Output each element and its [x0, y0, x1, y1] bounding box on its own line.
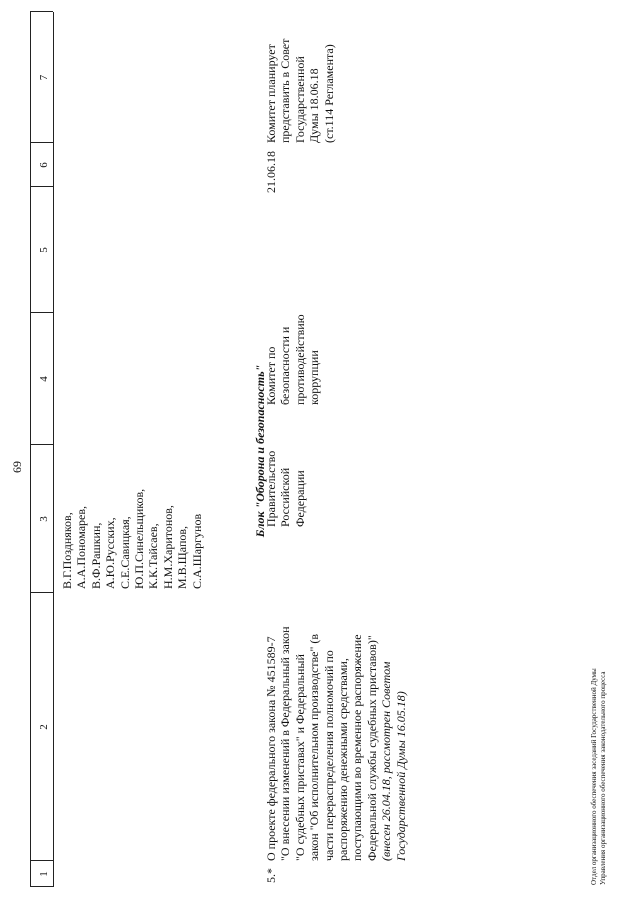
item-number: 5.* — [264, 868, 278, 883]
note-cell: Комитет планирует представить в Совет Государственной Думы 18.06.18 (ст.114 Регламента) — [264, 38, 336, 143]
column-number: 3 — [38, 516, 50, 522]
table-header-top-border — [30, 12, 31, 887]
page-number: 69 — [10, 461, 24, 473]
column-number: 2 — [38, 724, 50, 730]
section-title: Блок "Оборона и безопасность" — [253, 364, 267, 538]
column-number: 6 — [38, 162, 50, 168]
bill-title: О проекте федерального закона № 451589-7 "О внесении изменений в Федеральный закон "О судебных приставах" и Федеральный закон "Об исполнительном производстве" (в части перераспределения полномочий по распоряжению денежными средствами, поступающими во временное распоряжение Федеральной службы судебных приставов)" (внесен 26.04.18, рассмотрен Советом Государственной Думы 16.05.18) — [264, 626, 408, 861]
footer-text: Отдел организационного обеспечения заседаний Государственной Думы Управления организационного обеспечения законодательного процесса — [590, 668, 607, 885]
column-number: 1 — [38, 871, 50, 877]
authors-list: В.Г.Поздняков, А.А.Пономарев, В.Ф.Рашкин, А.Ю.Русских, С.Е.Савицкая, Ю.П.Синельщиков, К.К.Тайсаев, Н.М.Харитонов, М.В.Щапов, С.А.Шаргунов — [60, 488, 204, 589]
initiator-cell: Правительство Российской Федерации — [264, 450, 307, 527]
date-cell: 21.06.18 — [264, 151, 278, 193]
committee-cell: Комитет по безопасности и противодействию коррупции — [264, 314, 322, 405]
column-number: 5 — [38, 247, 50, 253]
table-header-bottom-border — [53, 12, 54, 887]
column-number: 7 — [38, 74, 50, 81]
column-number: 4 — [38, 376, 50, 382]
